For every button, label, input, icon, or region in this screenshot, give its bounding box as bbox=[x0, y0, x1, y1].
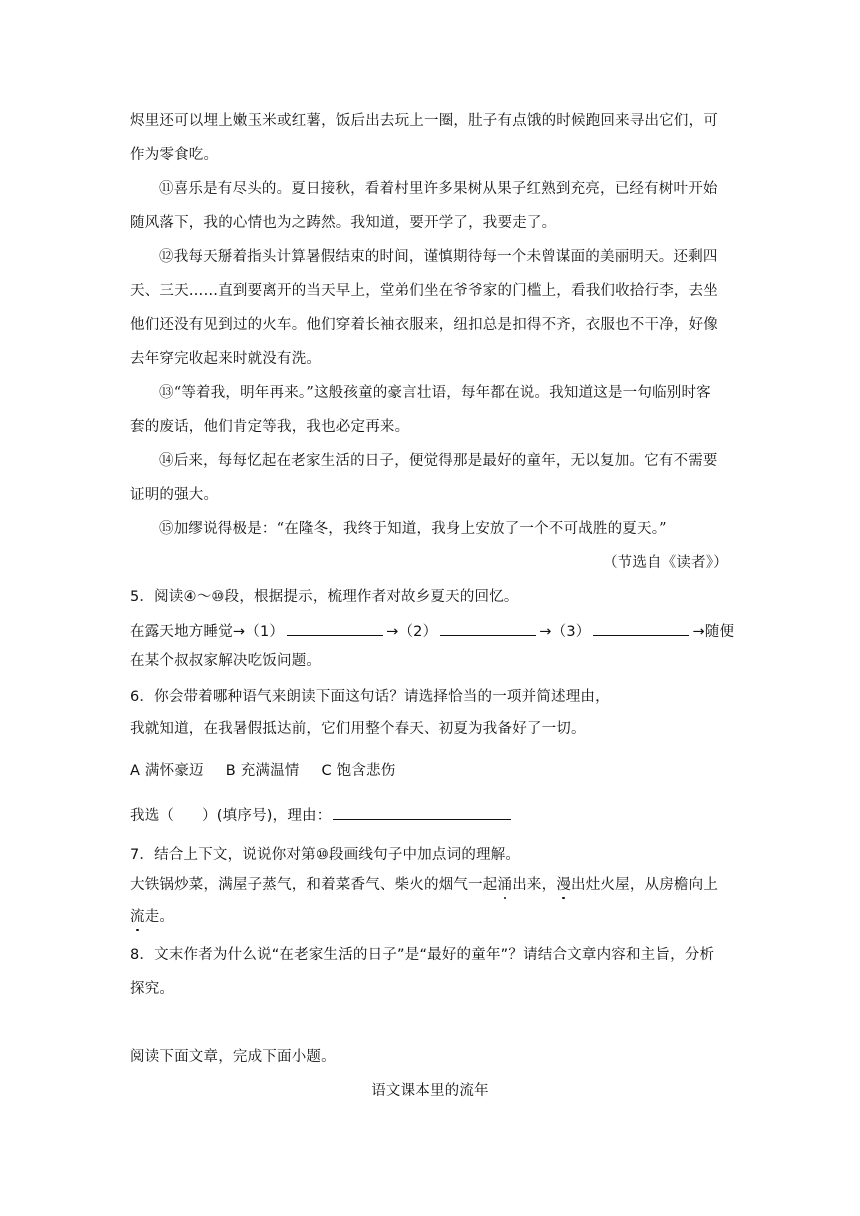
reason-blank[interactable] bbox=[333, 805, 511, 820]
option-a[interactable]: A 满怀豪迈 bbox=[130, 763, 204, 779]
option-b[interactable]: B 充满温情 bbox=[225, 763, 300, 779]
q5-arrow: → bbox=[539, 624, 552, 640]
paragraph-13-line: ⑬“等着我，明年再来。”这般孩童的豪言壮语，每年都在说。我知道这是一句临别时客 bbox=[159, 385, 711, 401]
article-title: 语文课本里的流年 bbox=[371, 1083, 489, 1099]
source-citation: （节选自《读者》） bbox=[602, 555, 728, 571]
paragraph-12-line: ⑫我每天掰着指头计算暑假结束的时间，谨慎期待每一个未曾谋面的美丽明天。还剩四 bbox=[159, 249, 718, 265]
paragraph-11-line: 随风落下，我的心情也为之踌然。我知道，要开学了，我要走了。 bbox=[130, 215, 557, 231]
question-6-title: 6．你会带着哪种语气来朗读下面这句话？请选择恰当的一项并简述理由， bbox=[130, 689, 610, 705]
q5-start-text: 在露天地方睡觉→ bbox=[130, 624, 246, 640]
passage-line: 烬里还可以埋上嫩玉米或红薯，饭后出去玩上一圈，肚子有点饿的时候跑回来寻出它们，可 bbox=[130, 113, 718, 129]
question-8-line-2: 探究。 bbox=[130, 981, 175, 997]
question-5-title: 5．阅读④～⑩段，根据提示，梳理作者对故乡夏天的回忆。 bbox=[130, 589, 519, 605]
q7-sentence-part: 出灶火屋，从房檐向上 bbox=[571, 877, 719, 893]
q6-answer-middle: ）(填序号)，理由： bbox=[202, 808, 332, 824]
dotted-word-man: 漫 bbox=[556, 877, 572, 893]
option-c[interactable]: C 饱含悲伤 bbox=[321, 763, 396, 779]
paragraph-12-line: 去年穿完收起来时就没有洗。 bbox=[130, 351, 322, 367]
paragraph-12-line: 他们还没有见到过的火车。他们穿着长袖衣服来，纽扣总是扣得不齐，衣服也不干净，好像 bbox=[130, 317, 718, 333]
question-6-options bbox=[130, 761, 730, 781]
paragraph-11-line: ⑪喜乐是有尽头的。夏日接秋，看着村里许多果树从果子红熟到充亮，已经有树叶开始 bbox=[159, 181, 718, 197]
q7-sentence-part: 大铁锅炒菜，满屋子蒸气，和着菜香气、柴火的烟气一起 bbox=[130, 877, 498, 893]
question-6-answer bbox=[130, 805, 730, 826]
q6-answer-prefix: 我选（ bbox=[130, 808, 175, 824]
question-5-flow bbox=[130, 621, 735, 642]
question-6-sentence: 我就知道，在我暑假抵达前，它们用整个春天、初夏为我备好了一切。 bbox=[130, 721, 586, 737]
answer-blank-3[interactable] bbox=[593, 621, 689, 636]
q5-arrow: → bbox=[386, 624, 399, 640]
question-7-sentence bbox=[130, 875, 730, 895]
q5-end-text: →随便 bbox=[692, 624, 735, 640]
q5-blank-3-label: （3） bbox=[551, 624, 591, 640]
question-5-line-2: 在某个叔叔家解决吃饭问题。 bbox=[130, 653, 322, 669]
paragraph-14-line: 证明的强大。 bbox=[130, 487, 219, 503]
section-intro: 阅读下面文章，完成下面小题。 bbox=[130, 1049, 336, 1065]
dotted-word-liu: 流 bbox=[130, 909, 145, 925]
question-7-title: 7．结合上下文，说说你对第⑩段画线句子中加点词的理解。 bbox=[130, 847, 521, 863]
dotted-word-yong: 涌 bbox=[497, 877, 513, 893]
paragraph-14-line: ⑭后来，每每忆起在老家生活的日子，便觉得那是最好的童年，无以复加。它有不需要 bbox=[159, 453, 718, 469]
question-8-line-1: 8．文末作者为什么说“在老家生活的日子”是“最好的童年”？请结合文章内容和主旨，分析 bbox=[130, 947, 715, 963]
paragraph-12-line: 天、三天……直到要离开的当天早上，堂弟们坐在爷爷家的门槛上，看我们收拾行李，去坐 bbox=[130, 283, 718, 299]
q5-blank-1-label: （1） bbox=[245, 624, 285, 640]
answer-blank-2[interactable] bbox=[440, 621, 536, 636]
question-7-sentence-end bbox=[130, 907, 730, 927]
q7-sentence-part: 走。 bbox=[144, 909, 175, 925]
paragraph-13-line: 套的废话，他们肯定等我，我也必定再来。 bbox=[130, 419, 410, 435]
answer-blank-1[interactable] bbox=[287, 621, 383, 636]
passage-line: 作为零食吃。 bbox=[130, 147, 219, 163]
q5-blank-2-label: （2） bbox=[398, 624, 438, 640]
q7-sentence-part: 出来， bbox=[512, 877, 557, 893]
paragraph-15-line: ⑮加缪说得极是：“在隆冬，我终于知道，我身上安放了一个不可战胜的夏天。” bbox=[159, 521, 667, 537]
